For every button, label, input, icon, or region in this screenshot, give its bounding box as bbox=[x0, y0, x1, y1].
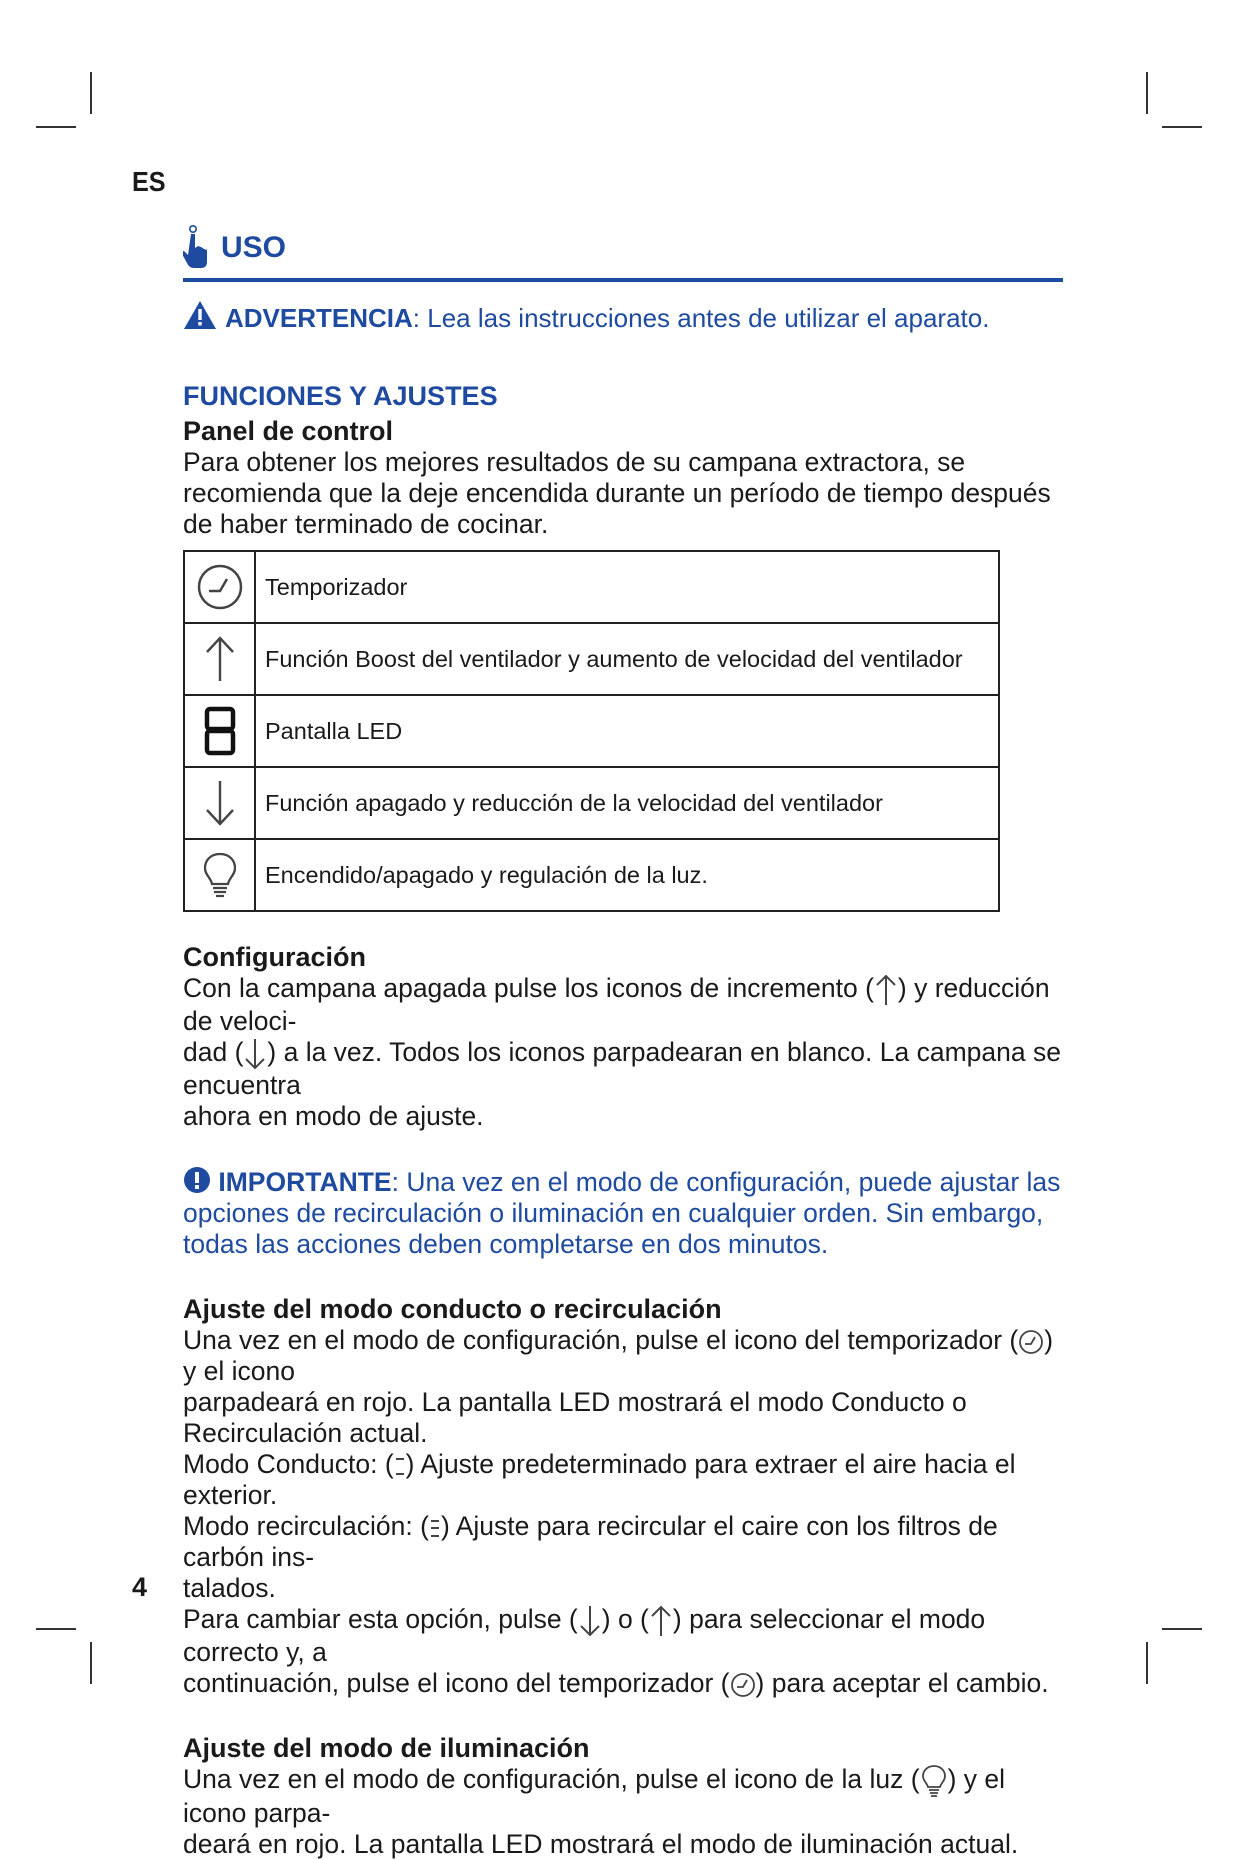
arrow-down-icon bbox=[578, 1605, 602, 1637]
table-row bbox=[184, 839, 999, 911]
crop-mark bbox=[1146, 1642, 1148, 1684]
table-row bbox=[184, 551, 999, 623]
arrow-down-icon bbox=[202, 779, 238, 827]
duct-heading: Ajuste del modo conducto o recirculación bbox=[183, 1294, 722, 1324]
table-row bbox=[184, 623, 999, 695]
light-text: ) y el icono parpa- bbox=[183, 1764, 1005, 1828]
config-text: dad ( bbox=[183, 1037, 244, 1067]
table-row bbox=[184, 767, 999, 839]
duct-text: ) para aceptar el cambio. bbox=[755, 1668, 1049, 1698]
duct-mode-icon bbox=[394, 1454, 406, 1478]
light-bulb-icon bbox=[920, 1764, 948, 1798]
crop-mark bbox=[36, 1628, 76, 1630]
warning-icon bbox=[183, 300, 217, 337]
crop-mark bbox=[1162, 126, 1202, 128]
table-cell-label: Encendido/apagado y regulación de la luz. bbox=[255, 839, 999, 911]
table-cell-label: Temporizador bbox=[255, 551, 999, 623]
warning-text: : Lea las instrucciones antes de utilizar el aparato. bbox=[412, 303, 990, 333]
crop-mark bbox=[1146, 72, 1148, 114]
duct-text: continuación, pulse el icono del temporizador ( bbox=[183, 1668, 730, 1698]
warning-line bbox=[183, 300, 1063, 337]
recirculation-mode-icon bbox=[429, 1516, 441, 1540]
light-paragraph bbox=[183, 1764, 1063, 1860]
config-heading: Configuración bbox=[183, 942, 366, 972]
important-label: IMPORTANTE bbox=[218, 1167, 392, 1197]
functions-heading: FUNCIONES Y AJUSTES bbox=[183, 381, 498, 411]
duct-text: Modo recirculación: ( bbox=[183, 1511, 429, 1541]
config-text: Con la campana apagada pulse los iconos de incremento ( bbox=[183, 973, 874, 1003]
table-row bbox=[184, 695, 999, 767]
crop-mark bbox=[36, 126, 76, 128]
section-header bbox=[183, 220, 1063, 276]
led-display-icon bbox=[204, 706, 236, 756]
warning-label: ADVERTENCIA bbox=[225, 303, 413, 333]
config-text: ) a la vez. Todos los iconos parpadearan en blanco. La campana se encuentra bbox=[183, 1037, 1061, 1100]
duct-text: Para cambiar esta opción, pulse ( bbox=[183, 1604, 578, 1634]
duct-paragraph bbox=[183, 1325, 1063, 1699]
table-cell-label: Función Boost del ventilador y aumento de velocidad del ventilador bbox=[255, 623, 999, 695]
control-panel-table bbox=[183, 550, 1000, 912]
duct-text: ) y el icono bbox=[183, 1325, 1054, 1386]
table-cell-label: Función apagado y reducción de la velocidad del ventilador bbox=[255, 767, 999, 839]
crop-mark bbox=[1162, 1628, 1202, 1630]
hand-pointer-icon bbox=[183, 224, 213, 273]
table-cell-label: Pantalla LED bbox=[255, 695, 999, 767]
important-text: : Una vez en el modo de configuración, puede ajustar las opciones de recirculación o iluminación en cualquier orden. Sin embargo, todas las acciones deben completarse en dos minutos. bbox=[183, 1167, 1061, 1259]
duct-text: Modo Conducto: ( bbox=[183, 1449, 394, 1479]
duct-text: parpadeará en rojo. La pantalla LED mostrará el modo Conducto o Recirculación actual. bbox=[183, 1387, 967, 1448]
config-paragraph bbox=[183, 973, 1063, 1132]
config-text: ahora en modo de ajuste. bbox=[183, 1101, 484, 1131]
panel-intro: Para obtener los mejores resultados de su campana extractora, se recomienda que la deje encendida durante un período de tiempo después de haber terminado de cocinar. bbox=[183, 447, 1051, 539]
light-heading: Ajuste del modo de iluminación bbox=[183, 1733, 590, 1763]
config-text: ) y reducción de veloci- bbox=[183, 973, 1050, 1036]
light-text: deará en rojo. La pantalla LED mostrará el modo de iluminación actual. bbox=[183, 1829, 1019, 1859]
timer-icon bbox=[730, 1672, 756, 1698]
panel-subheading: Panel de control bbox=[183, 416, 394, 446]
light-bulb-icon bbox=[202, 851, 238, 899]
arrow-down-icon bbox=[243, 1038, 267, 1070]
arrow-up-icon bbox=[874, 974, 898, 1006]
timer-icon bbox=[1018, 1329, 1044, 1355]
language-code: ES bbox=[132, 166, 166, 197]
duct-text: ) o ( bbox=[601, 1604, 649, 1634]
duct-text: talados. bbox=[183, 1573, 276, 1603]
duct-text: ) Ajuste para recircular el caire con los filtros de carbón ins- bbox=[183, 1511, 998, 1572]
duct-text: ) Ajuste predeterminado para extraer el aire hacia el exterior. bbox=[183, 1449, 1016, 1510]
duct-text: Una vez en el modo de configuración, pulse el icono del temporizador ( bbox=[183, 1325, 1019, 1355]
important-notice bbox=[183, 1166, 1063, 1260]
timer-icon bbox=[196, 563, 244, 611]
page-number: 4 bbox=[132, 1572, 148, 1602]
arrow-up-icon bbox=[202, 635, 238, 683]
duct-text: ) para seleccionar el modo correcto y, a bbox=[183, 1604, 986, 1667]
section-rule bbox=[183, 278, 1063, 282]
light-text: Una vez en el modo de configuración, pulse el icono de la luz ( bbox=[183, 1764, 920, 1794]
crop-mark bbox=[90, 1642, 92, 1684]
exclamation-icon bbox=[183, 1166, 211, 1194]
crop-mark bbox=[90, 72, 92, 114]
section-title: USO bbox=[221, 231, 287, 264]
page-content bbox=[183, 220, 1063, 1860]
arrow-up-icon bbox=[649, 1605, 673, 1637]
